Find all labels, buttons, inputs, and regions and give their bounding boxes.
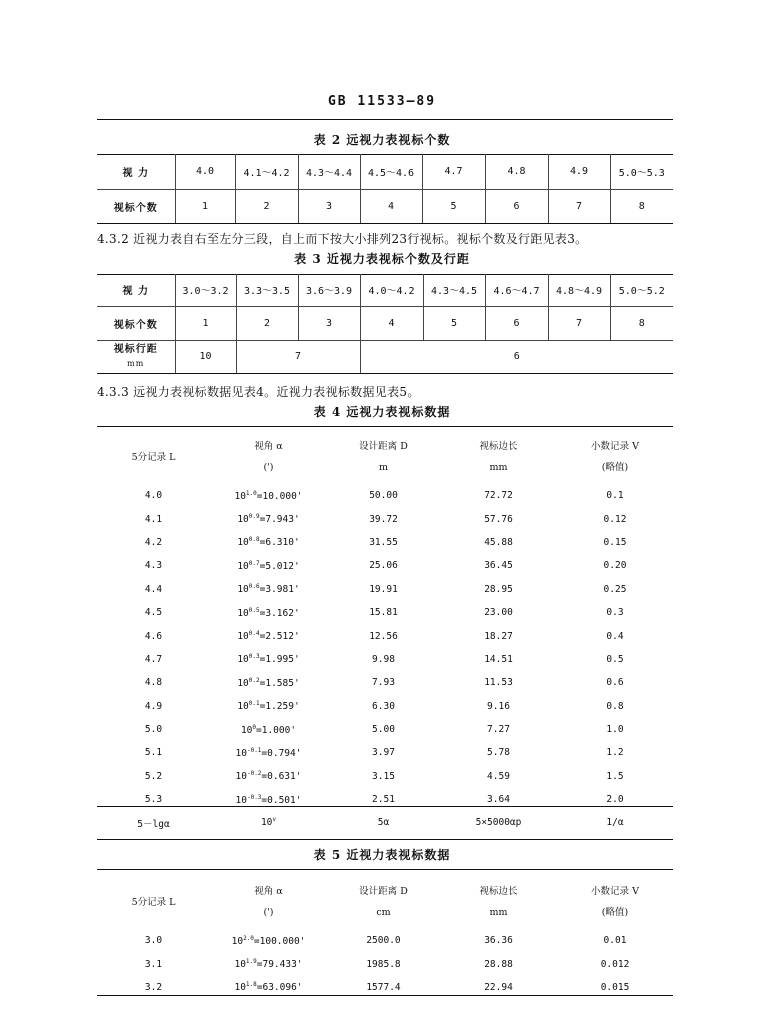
table3-vision-cell: 5.0～5.2	[610, 274, 673, 306]
angle-value: =10.000'	[256, 490, 303, 502]
table5-row	[97, 952, 673, 975]
angle-exponent: 0.1	[248, 700, 260, 708]
angle-base: 10	[237, 584, 249, 596]
angle-value: =0.631'	[261, 771, 302, 783]
table2-cell: 5	[422, 189, 485, 223]
angle-value: =3.981'	[259, 584, 300, 596]
table4-distance-cell: 5.00	[372, 724, 395, 736]
angle-value: =3.162'	[259, 607, 300, 619]
table4-header-row	[97, 428, 673, 484]
table4-distance-cell: 15.81	[369, 607, 398, 619]
table3-vision-row	[97, 274, 673, 306]
table4-angle-cell	[210, 671, 327, 694]
table3-spacing-row	[97, 340, 673, 373]
angle-exponent: 0.5	[248, 606, 260, 614]
table4-size-cell: 14.51	[484, 653, 513, 665]
table4-size-cell: 4.59	[487, 770, 510, 782]
table4-header-line: m	[378, 462, 388, 473]
table3-spacing-label	[97, 340, 175, 373]
table2-row-label: 视标个数	[97, 189, 175, 223]
table4-header-line: 视角 α	[254, 441, 283, 452]
angle-base: 10	[237, 631, 249, 643]
table3-count-cell: 1	[175, 306, 236, 340]
table5-decimal-cell: 0.012	[600, 958, 630, 970]
table4-header-line: 小数记录 V	[591, 441, 639, 452]
angle-exponent: 0.3	[248, 653, 260, 661]
angle-exponent: 0.7	[248, 559, 260, 567]
table4-angle-cell	[210, 601, 327, 624]
table3-vision-label: 视 力	[97, 274, 175, 306]
angle-exponent: 0	[252, 723, 257, 731]
table3-vision-cell: 4.3～4.5	[423, 274, 485, 306]
angle-value: =1.259'	[259, 701, 300, 713]
table3-count-cell: 8	[610, 306, 673, 340]
table4-distance-cell: 31.55	[369, 536, 398, 548]
table4-header-cell	[440, 428, 557, 484]
table3-count-cell: 6	[485, 306, 548, 340]
table3-count-cell: 2	[236, 306, 298, 340]
angle-exponent: 1.0	[245, 489, 257, 497]
table4-header-line: 5分记录 L	[131, 451, 176, 463]
table4-decimal-cell: 1.0	[606, 724, 624, 736]
table5-header-cell	[210, 873, 327, 929]
table3-vision-cell: 3.3～3.5	[236, 274, 298, 306]
angle-base: 10	[237, 607, 249, 619]
table4-l-cell: 5.0	[144, 724, 163, 736]
table4-decimal-cell: 0.1	[606, 490, 624, 502]
angle-base: 10	[235, 794, 247, 806]
table3-count-label: 视标个数	[97, 306, 175, 340]
formula-size: 5×5000αp	[475, 817, 522, 828]
angle-value: =5.012'	[259, 560, 300, 572]
angle-value: =7.943'	[259, 514, 300, 526]
paragraph-4-3-2: 4.3.2 近视力表自右至左分三段，自上而下按大小排列23行视标。视标个数及行距见表3。	[97, 232, 588, 246]
table2-cell: 4.9	[548, 154, 610, 189]
table4-distance-cell: 9.98	[372, 653, 395, 665]
table4-header-cell	[210, 428, 327, 484]
angle-base: 10	[237, 701, 249, 713]
table4-angle-cell	[210, 578, 327, 601]
angle-exponent: 0.9	[248, 513, 260, 520]
table4-row	[97, 601, 673, 624]
table5-size-cell: 22.94	[484, 981, 513, 993]
table3-vision-cell: 4.8～4.9	[548, 274, 610, 306]
table3-count-cell: 3	[298, 306, 360, 340]
angle-exponent: -0.3	[246, 793, 262, 801]
header-rule	[97, 119, 673, 120]
table5-decimal-cell: 0.015	[600, 981, 630, 993]
angle-exponent: 1.9	[245, 958, 257, 965]
table2-bottom-rule	[97, 223, 673, 224]
angle-exponent: 0.8	[248, 536, 260, 544]
table4-size-cell: 72.72	[484, 490, 513, 502]
table4-size-cell: 7.27	[487, 724, 510, 736]
angle-base: 10	[234, 982, 246, 994]
table4-decimal-cell: 0.20	[603, 560, 627, 572]
table5-header-cell	[327, 873, 440, 929]
angle-base: 10	[237, 560, 249, 572]
table3-count-row	[97, 306, 673, 340]
table4-size-cell: 28.95	[484, 583, 513, 595]
table4-decimal-cell: 0.5	[606, 653, 624, 665]
table4-row	[97, 578, 673, 601]
table2-row-label: 视 力	[97, 154, 175, 189]
table5-angle-cell	[210, 952, 327, 975]
table4-distance-cell: 50.00	[369, 490, 398, 502]
formula-alpha	[210, 810, 327, 835]
table2-vision-row	[97, 154, 673, 189]
table2	[97, 154, 673, 223]
table4-distance-cell: 6.30	[372, 700, 395, 712]
table5-header-line: 视角 α	[254, 886, 283, 897]
table3-spacing-label-unit: mm	[127, 358, 145, 368]
table4-row	[97, 695, 673, 718]
table3-caption: 表 3 近视力表视标个数及行距	[294, 252, 470, 266]
table4-header-line: 视标边长	[479, 441, 518, 452]
table2-cell: 1	[175, 189, 235, 223]
angle-exponent: -0.2	[246, 770, 262, 778]
table2-cell: 5.0～5.3	[610, 154, 673, 189]
table4-header-cell	[327, 428, 440, 484]
table4-distance-cell: 3.15	[372, 770, 395, 782]
table4-caption: 表 4 远视力表视标数据	[313, 405, 451, 419]
table4-decimal-cell: 0.4	[606, 630, 624, 642]
table4-row	[97, 741, 673, 764]
table4-decimal-cell: 2.0	[606, 794, 624, 806]
table4-bottom-rule	[97, 839, 673, 840]
table2-cell: 6	[485, 189, 548, 223]
table4-decimal-cell: 1.5	[606, 770, 624, 782]
formula-d: 5α	[377, 817, 390, 828]
angle-base: 10	[231, 935, 244, 947]
table4-l-cell: 4.4	[144, 583, 163, 595]
table4-l-cell: 4.7	[144, 653, 163, 665]
table4-distance-cell: 3.97	[372, 747, 395, 759]
table2-cell: 3	[298, 189, 360, 223]
table4-size-cell: 11.53	[484, 677, 513, 689]
formula-alpha-exp: v	[272, 816, 277, 824]
table4-l-cell: 4.1	[144, 513, 163, 525]
table4-angle-cell	[210, 554, 327, 577]
table5-header-line: (略值)	[601, 907, 629, 918]
table4-angle-cell	[210, 718, 327, 741]
angle-exponent: 2.0	[243, 934, 254, 942]
table2-cell: 2	[235, 189, 298, 223]
angle-exponent: 1.8	[245, 981, 257, 989]
table2-cell: 4.8	[485, 154, 548, 189]
angle-base: 10	[237, 537, 249, 549]
angle-value: =1.000'	[256, 724, 297, 736]
table4-header-line: (略值)	[601, 462, 629, 473]
angle-value: =100.000'	[253, 935, 306, 947]
table5-header-line: (')	[263, 907, 274, 918]
angle-base: 10	[237, 514, 249, 526]
table5-header-line: 5分记录 L	[131, 896, 176, 908]
table5-header-row	[97, 873, 673, 929]
table3-spacing-cell: 10	[175, 340, 236, 373]
table2-cell: 4.1～4.2	[235, 154, 298, 189]
table3-vision-cell: 3.6～3.9	[298, 274, 360, 306]
table5-header-cell	[97, 873, 210, 929]
table4-formula-rule	[97, 806, 673, 807]
table5	[97, 873, 673, 999]
angle-base: 10	[235, 748, 247, 760]
angle-exponent: 0.4	[248, 629, 260, 637]
angle-value: =79.433'	[256, 959, 303, 971]
table4-distance-cell: 19.91	[369, 583, 398, 595]
table5-size-cell: 36.36	[484, 935, 513, 947]
angle-value: =1.995'	[259, 654, 300, 666]
table4-formula	[97, 810, 673, 835]
formula-alpha-base: 10	[260, 817, 273, 829]
table4-row	[97, 484, 673, 507]
table4-size-cell: 5.78	[487, 747, 510, 759]
table4-row	[97, 624, 673, 647]
formula-v: 1/α	[606, 817, 624, 828]
angle-base: 10	[234, 490, 246, 502]
table4-l-cell: 4.0	[144, 490, 163, 502]
table4-decimal-cell: 0.15	[603, 536, 627, 548]
table4-decimal-cell: 0.12	[603, 513, 627, 525]
table5-header-cell	[557, 873, 673, 929]
table4-angle-cell	[210, 648, 327, 671]
angle-base: 10	[237, 677, 249, 689]
table4-size-cell: 45.88	[484, 536, 513, 548]
table4-angle-cell	[210, 741, 327, 764]
table5-angle-cell	[210, 929, 327, 952]
table4-row	[97, 554, 673, 577]
table3-spacing-label-line1: 视标行距	[113, 343, 158, 355]
table4-row	[97, 507, 673, 530]
table5-header-cell	[440, 873, 557, 929]
table5-decimal-cell: 0.01	[603, 935, 627, 947]
table4-angle-cell	[210, 788, 327, 811]
formula-l: 5－lgα	[137, 818, 170, 830]
table4-row	[97, 531, 673, 554]
angle-value: =6.310'	[259, 537, 300, 549]
table4-distance-cell: 39.72	[369, 513, 398, 525]
table5-l-cell: 3.2	[144, 981, 163, 993]
table2-cell: 4.0	[175, 154, 235, 189]
table2-cell: 4	[360, 189, 422, 223]
table4-l-cell: 5.2	[144, 770, 163, 782]
table4-angle-cell	[210, 484, 327, 507]
table3	[97, 274, 673, 373]
table5-header-line: 视标边长	[479, 886, 518, 897]
table3-vision-cell: 4.0～4.2	[360, 274, 423, 306]
table4-size-cell: 9.16	[487, 700, 510, 712]
table2-cell: 4.7	[422, 154, 485, 189]
angle-value: =2.512'	[259, 631, 300, 643]
table4-l-cell: 4.9	[144, 700, 163, 712]
angle-base: 10	[234, 959, 246, 971]
table4-header-line: 设计距离 D	[359, 441, 408, 452]
table5-distance-cell: 1985.8	[366, 958, 401, 970]
table4-l-cell: 4.2	[144, 536, 163, 548]
table4-row	[97, 788, 673, 811]
table5-header-line: mm	[489, 907, 508, 918]
paragraph-4-3-3: 4.3.3 远视力表视标数据见表4。近视力表视标数据见表5。	[97, 385, 420, 399]
table4-size-cell: 36.45	[484, 560, 513, 572]
angle-value: =1.585'	[259, 677, 300, 689]
table2-count-row	[97, 189, 673, 223]
table4-distance-cell: 7.93	[372, 677, 395, 689]
table3-count-cell: 7	[548, 306, 610, 340]
table5-row	[97, 929, 673, 952]
angle-base: 10	[237, 654, 249, 666]
angle-base: 10	[240, 724, 253, 736]
table4-size-cell: 3.64	[487, 794, 510, 806]
table4-formula-row	[97, 810, 673, 835]
table3-vision-cell: 4.6～4.7	[485, 274, 548, 306]
table4-header-line: (')	[263, 462, 274, 473]
table5-distance-cell: 1577.4	[366, 981, 401, 993]
table2-cell: 4.3～4.4	[298, 154, 360, 189]
table3-spacing-cell: 6	[360, 340, 673, 373]
table5-caption: 表 5 近视力表视标数据	[313, 848, 451, 862]
table5-header-line: 设计距离 D	[359, 886, 408, 897]
table4-decimal-cell: 0.3	[606, 607, 624, 619]
table3-count-cell: 5	[423, 306, 485, 340]
standard-header: GB 11533—89	[327, 94, 437, 109]
table4-size-cell: 23.00	[484, 607, 513, 619]
table4-distance-cell: 2.51	[372, 794, 395, 806]
table4-header-cell	[97, 428, 210, 484]
table4-distance-cell: 12.56	[369, 630, 398, 642]
table4-row	[97, 648, 673, 671]
table3-count-cell: 4	[360, 306, 423, 340]
table4-top-rule	[97, 426, 673, 427]
table4-l-cell: 4.6	[144, 630, 163, 642]
angle-exponent: 0.6	[248, 583, 260, 591]
table4-decimal-cell: 1.2	[606, 747, 624, 759]
table4-angle-cell	[210, 695, 327, 718]
table4-size-cell: 18.27	[484, 630, 513, 642]
table2-cell: 4.5～4.6	[360, 154, 422, 189]
table4-decimal-cell: 0.8	[606, 700, 624, 712]
table4	[97, 428, 673, 811]
angle-base: 10	[235, 771, 247, 783]
table2-cell: 8	[610, 189, 673, 223]
angle-exponent: 0.2	[248, 676, 260, 684]
table4-header-line: mm	[489, 462, 508, 473]
table5-l-cell: 3.1	[144, 958, 163, 970]
table3-vision-cell: 3.0～3.2	[175, 274, 236, 306]
table4-l-cell: 4.5	[144, 607, 163, 619]
table3-spacing-cell: 7	[236, 340, 360, 373]
table3-bottom-rule	[97, 373, 673, 374]
table4-header-cell	[557, 428, 673, 484]
table4-size-cell: 57.76	[484, 513, 513, 525]
table4-angle-cell	[210, 765, 327, 788]
table4-row	[97, 671, 673, 694]
table4-l-cell: 5.1	[144, 747, 163, 759]
table4-l-cell: 5.3	[144, 794, 163, 806]
table4-angle-cell	[210, 531, 327, 554]
table4-row	[97, 765, 673, 788]
table4-angle-cell	[210, 624, 327, 647]
table4-l-cell: 4.3	[144, 560, 163, 572]
table4-angle-cell	[210, 507, 327, 530]
table5-top-rule	[97, 869, 673, 870]
table5-l-cell: 3.0	[144, 935, 163, 947]
table4-decimal-cell: 0.6	[606, 677, 624, 689]
table5-distance-cell: 2500.0	[366, 935, 401, 947]
table5-size-cell: 28.88	[484, 958, 513, 970]
table2-cell: 7	[548, 189, 610, 223]
table4-distance-cell: 25.06	[369, 560, 398, 572]
angle-value: =0.794'	[261, 748, 302, 760]
table5-header-line: 小数记录 V	[591, 886, 639, 897]
table5-header-line: cm	[376, 907, 391, 918]
table4-l-cell: 4.8	[144, 677, 163, 689]
table4-decimal-cell: 0.25	[603, 583, 627, 595]
angle-exponent: -0.1	[246, 746, 262, 754]
table2-caption: 表 2 远视力表视标个数	[313, 133, 451, 147]
angle-value: =63.096'	[256, 982, 303, 994]
table5-bottom-rule	[97, 995, 673, 996]
angle-value: =0.501'	[261, 794, 302, 806]
table4-row	[97, 718, 673, 741]
